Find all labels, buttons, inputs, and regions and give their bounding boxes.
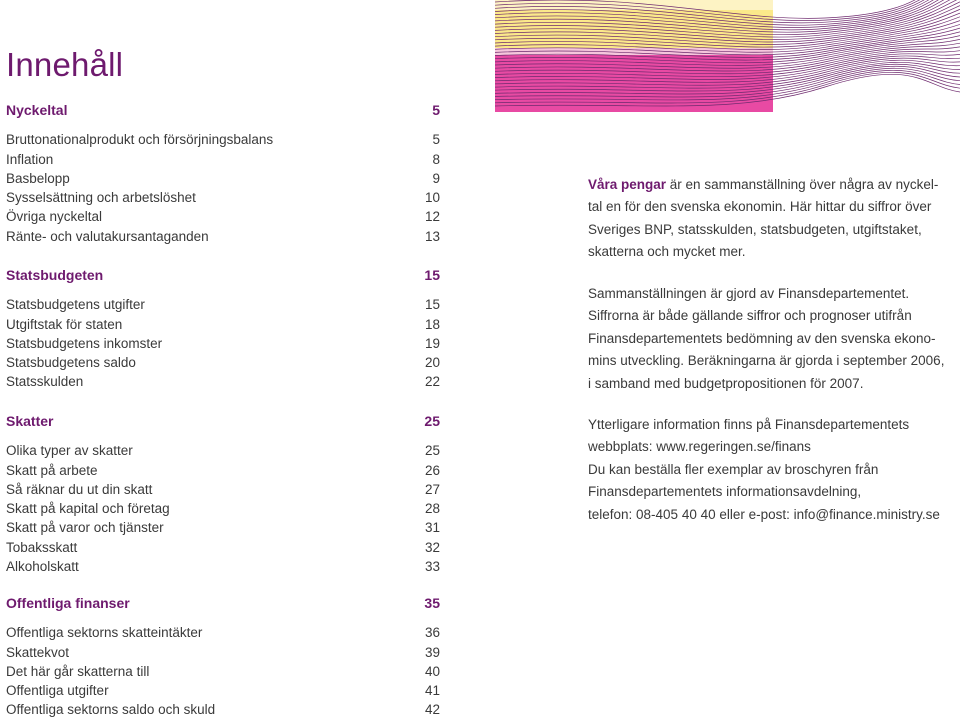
toc-item-page: 10 bbox=[424, 190, 440, 206]
toc-section-statsbudgeten bbox=[6, 266, 440, 392]
toc-item-label: Skatt på varor och tjänster bbox=[6, 520, 164, 536]
toc-item[interactable] bbox=[6, 681, 440, 700]
contact-line: Ytterligare information finns på Finansdepartementets bbox=[588, 417, 910, 432]
toc-item-page: 42 bbox=[424, 702, 440, 718]
intro-line bbox=[588, 174, 960, 196]
contact-line[interactable]: telefon: 08-405 40 40 eller e-post: info@finance.ministry.se bbox=[588, 506, 940, 522]
toc-item-label: Övriga nyckeltal bbox=[6, 209, 103, 225]
toc-item-label: Inflation bbox=[6, 151, 54, 167]
toc-item-page: 19 bbox=[424, 335, 440, 351]
toc-item[interactable] bbox=[6, 662, 440, 681]
section-heading-label: Nyckeltal bbox=[6, 102, 68, 118]
toc-item[interactable] bbox=[6, 518, 440, 537]
toc-item-page: 20 bbox=[424, 355, 440, 371]
toc-item-page: 18 bbox=[424, 316, 440, 332]
toc-item-page: 25 bbox=[424, 443, 440, 459]
toc-item-label: Skattekvot bbox=[6, 644, 70, 660]
toc-item-page: 31 bbox=[424, 520, 440, 536]
intro-line-text: är en sammanställning över några av nyckel- bbox=[666, 177, 939, 192]
toc-item[interactable] bbox=[6, 372, 440, 391]
intro-lead: Våra pengar bbox=[588, 177, 667, 192]
toc-item[interactable] bbox=[6, 207, 440, 226]
toc-item[interactable] bbox=[6, 441, 440, 460]
toc-item-label: Alkoholskatt bbox=[6, 559, 79, 575]
toc-item-page: 39 bbox=[424, 644, 440, 660]
toc-item[interactable] bbox=[6, 623, 440, 642]
section-heading[interactable] bbox=[6, 412, 440, 431]
section-heading-label: Statsbudgeten bbox=[6, 267, 104, 283]
section-heading-label: Offentliga finanser bbox=[6, 595, 130, 611]
section-heading[interactable] bbox=[6, 266, 440, 285]
toc-item[interactable] bbox=[6, 295, 440, 314]
toc-item-page: 40 bbox=[424, 663, 440, 679]
toc-item-label: Skatt på kapital och företag bbox=[6, 501, 170, 517]
contact-line: Finansdepartementets informationsavdelning, bbox=[588, 484, 862, 500]
toc-item[interactable] bbox=[6, 315, 440, 334]
toc-item-page: 36 bbox=[424, 625, 440, 641]
contact-line: Du kan beställa fler exemplar av broschyren från bbox=[588, 461, 879, 477]
page-title: Innehåll bbox=[6, 46, 124, 83]
source-line: Finansdepartementets bedömning av den svenska ekono- bbox=[588, 330, 936, 346]
toc-section-offentliga-finanser bbox=[6, 594, 440, 720]
toc-item[interactable] bbox=[6, 227, 440, 246]
toc-item-page: 13 bbox=[424, 228, 440, 244]
contact-line[interactable]: webbplats: www.regeringen.se/finans bbox=[588, 439, 811, 455]
toc-item-page: 22 bbox=[424, 374, 440, 390]
toc-item-label: Statsbudgetens saldo bbox=[6, 355, 136, 371]
source-line: mins utveckling. Beräkningarna är gjorda i september 2006, bbox=[588, 353, 945, 369]
toc-item[interactable] bbox=[6, 461, 440, 480]
toc-item[interactable] bbox=[6, 169, 440, 188]
toc-item-label: Basbelopp bbox=[6, 170, 70, 186]
toc-item[interactable] bbox=[6, 130, 440, 149]
toc-item[interactable] bbox=[6, 700, 440, 719]
toc-item-label: Skatt på arbete bbox=[6, 462, 98, 478]
toc-item-label: Statsskulden bbox=[6, 374, 84, 390]
contact-paragraph bbox=[588, 414, 960, 526]
toc-item-label: Olika typer av skatter bbox=[6, 443, 133, 459]
toc-item[interactable] bbox=[6, 557, 440, 576]
toc-item-page: 12 bbox=[424, 209, 440, 225]
intro-line: Sveriges BNP, statsskulden, statsbudgeten, utgiftstaket, bbox=[588, 221, 922, 237]
source-paragraph bbox=[588, 283, 960, 395]
toc-item[interactable] bbox=[6, 480, 440, 499]
section-heading[interactable] bbox=[6, 101, 440, 120]
section-heading-page: 25 bbox=[424, 413, 440, 429]
toc-section-skatter bbox=[6, 412, 440, 576]
toc-item-label: Offentliga utgifter bbox=[6, 683, 109, 699]
toc-section-nyckeltal bbox=[6, 101, 440, 246]
toc-item-page: 28 bbox=[424, 501, 440, 517]
decorative-wave-artwork bbox=[495, 0, 960, 112]
toc-item[interactable] bbox=[6, 188, 440, 207]
section-heading-label: Skatter bbox=[6, 413, 54, 429]
toc-item[interactable] bbox=[6, 499, 440, 518]
intro-paragraph bbox=[588, 174, 960, 264]
source-line: Siffrorna är både gällande siffror och prognoser utifrån bbox=[588, 308, 912, 324]
toc-item[interactable] bbox=[6, 150, 440, 169]
section-heading[interactable] bbox=[6, 594, 440, 613]
intro-line: skatterna och mycket mer. bbox=[588, 244, 746, 260]
toc-item-label: Statsbudgetens inkomster bbox=[6, 335, 163, 351]
toc-item-label: Sysselsättning och arbetslöshet bbox=[6, 190, 196, 206]
toc-item-page: 33 bbox=[424, 559, 440, 575]
source-line: Sammanställningen är gjord av Finansdepartementet. bbox=[588, 286, 910, 301]
toc-item-page: 8 bbox=[432, 151, 440, 167]
toc-item-label: Bruttonationalprodukt och försörjningsbalans bbox=[6, 132, 274, 148]
toc-item-label: Tobaksskatt bbox=[6, 539, 78, 555]
section-heading-page: 5 bbox=[432, 102, 440, 118]
toc-item[interactable] bbox=[6, 643, 440, 662]
toc-item-page: 27 bbox=[424, 481, 440, 497]
section-heading-page: 35 bbox=[424, 595, 440, 611]
toc-item-label: Utgiftstak för staten bbox=[6, 316, 123, 332]
toc-item-label: Ränte- och valutakursantaganden bbox=[6, 228, 209, 244]
toc-item[interactable] bbox=[6, 353, 440, 372]
toc-item-page: 9 bbox=[432, 170, 440, 186]
toc-item-page: 15 bbox=[424, 297, 440, 313]
toc-item[interactable] bbox=[6, 538, 440, 557]
toc-item-page: 26 bbox=[424, 462, 440, 478]
section-heading-page: 15 bbox=[424, 267, 440, 283]
intro-line: tal en för den svenska ekonomin. Här hittar du siffror över bbox=[588, 199, 932, 215]
toc-item-page: 41 bbox=[424, 683, 440, 699]
toc-item-label: Det här går skatterna till bbox=[6, 663, 150, 679]
toc-item-label: Statsbudgetens utgifter bbox=[6, 297, 145, 313]
toc-item-label: Offentliga sektorns saldo och skuld bbox=[6, 702, 216, 718]
toc-item[interactable] bbox=[6, 334, 440, 353]
toc-item-page: 5 bbox=[432, 132, 440, 148]
source-line: i samband med budgetpropositionen för 2007. bbox=[588, 375, 864, 391]
toc-item-label: Offentliga sektorns skatteintäkter bbox=[6, 625, 203, 641]
toc-item-label: Så räknar du ut din skatt bbox=[6, 481, 153, 497]
toc-item-page: 32 bbox=[424, 539, 440, 555]
